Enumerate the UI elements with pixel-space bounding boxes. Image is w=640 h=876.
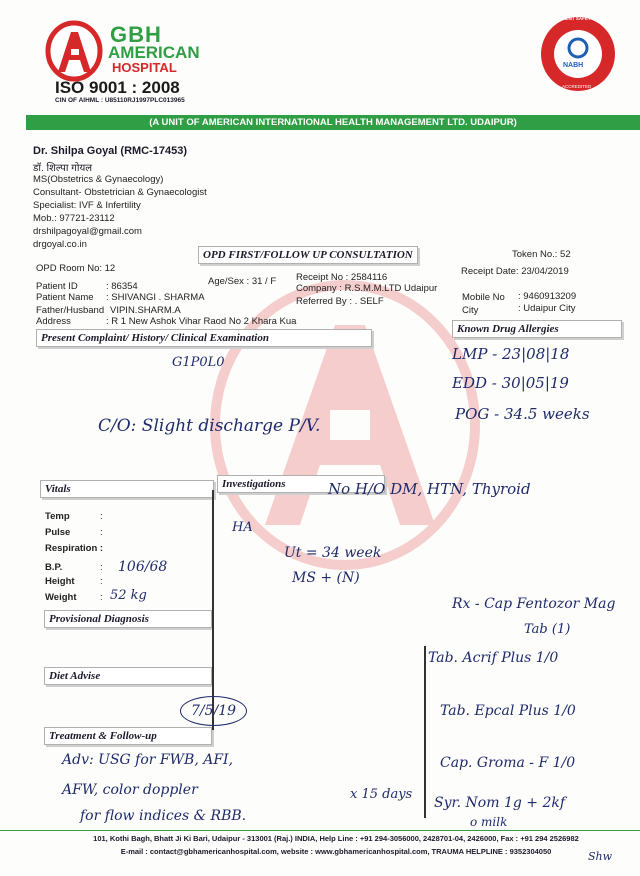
footer-rule [0, 830, 640, 831]
father-husband-label: Father/Husband [36, 305, 105, 316]
address-label: Address [36, 316, 71, 327]
rx-divider [424, 646, 426, 818]
provisional-diagnosis-header: Provisional Diagnosis [44, 610, 212, 628]
hw-milk: o milk [470, 815, 508, 829]
doctor-hindi-name: डॉ. शिल्पा गोयल [33, 163, 93, 174]
vital-weight-label: Weight [45, 592, 77, 603]
address: : R 1 New Ashok Vihar Raod No 2 Khara Kua [106, 316, 297, 327]
brand-hospital: HOSPITAL [112, 60, 177, 75]
age-sex: Age/Sex : 31 / F [208, 276, 277, 287]
hw-bp-value: 106/68 [118, 559, 168, 575]
doctor-email: drshilpagoyal@gmail.com [33, 226, 142, 237]
vital-height-label: Height [45, 576, 75, 587]
hw-advice-3: for flow indices & RBB. [80, 808, 247, 824]
city: : Udaipur City [518, 303, 576, 314]
complaint-section-header: Present Complaint/ History/ Clinical Examination [36, 329, 372, 347]
diet-advise-header: Diet Advise [44, 667, 212, 685]
hw-lmp: LMP - 23|08|18 [452, 345, 570, 363]
receipt-date: Receipt Date: 23/04/2019 [461, 266, 569, 277]
consultation-title: OPD FIRST/FOLLOW UP CONSULTATION [198, 246, 418, 264]
hw-medicine-3: Cap. Groma - F 1/0 [440, 755, 576, 771]
nabh-ring-text: PATIENT SAFETY & QUALITY OF CARE [556, 16, 640, 21]
allergies-section-header: Known Drug Allergies [452, 320, 622, 338]
referred-by: Referred By : . SELF [296, 296, 384, 307]
hw-edd: EDD - 30|05|19 [452, 374, 569, 392]
footer-contact: E-mail : contact@gbhamericanhospital.com, website : www.gbhamericanhospital.com, TRAUMA HELPLINE : 9352304050 [120, 847, 552, 856]
hw-ha: HA [232, 520, 253, 535]
hospital-logo-icon [44, 20, 104, 82]
hw-rx: Rx - Cap Fentozor Mag [452, 596, 616, 612]
nabh-bottom-text: ACCREDITED [562, 84, 592, 89]
nabh-badge-icon [538, 14, 618, 94]
mobile-number: : 9460913209 [518, 291, 577, 302]
hw-medicine-2: Tab. Epcal Plus 1/0 [440, 703, 576, 719]
hw-advice-1: Adv: USG for FWB, AFI, [62, 752, 234, 768]
footer-address: 101, Kothi Bagh, Bhatt Ji Ki Bari, Udaipur - 313001 (Raj.) INDIA, Help Line : +91 294-3056000, 2428701-04, 2426000, Fax : +91 294 2526982 [93, 834, 579, 843]
patient-name: : SHIVANGI . SHARMA [106, 292, 205, 303]
nabh-label: NABH [563, 62, 584, 69]
vital-respiration-label: Respiration : [45, 543, 104, 554]
patient-id-label: Patient ID [36, 281, 78, 292]
hw-pog: POG - 34.5 weeks [455, 405, 590, 423]
patient-name-label: Patient Name [36, 292, 94, 303]
hw-gravida: G1P0L0 [172, 355, 225, 370]
treatment-followup-header: Treatment & Follow-up [44, 727, 212, 745]
hw-ms: MS + (N) [292, 570, 360, 586]
doctor-name: Dr. Shilpa Goyal (RMC-17453) [33, 145, 188, 157]
vitals-divider [212, 490, 214, 730]
company: Company : R.S.M.M.LTD Udaipur [296, 283, 438, 294]
doctor-specialty: Specialist: IVF & Infertility [33, 200, 141, 211]
hw-weight-value: 52 kg [110, 588, 147, 603]
hw-uterus: Ut = 34 week [284, 545, 382, 561]
vital-pulse-label: Pulse [45, 527, 71, 538]
hw-duration: x 15 days [350, 787, 413, 802]
iso-label: ISO 9001 : 2008 [55, 78, 180, 97]
prescription-page: GBH AMERICAN HOSPITAL ISO 9001 : 2008 CIN OF AIHML : U85110RJ1997PLC013965 NABH PATIENT SAFETY & QUALITY OF CARE ACCREDITED (A UNIT OF AMERICAN INTERNATIONAL HEALTH MANAGEMENT LTD. UDAIPUR) Dr. Shilpa Goyal (RMC-17453) डॉ. शिल्पा गोयल MS(Obstetrics & Gynaecology) Consultant- Obstetrician & Gynaecologist Specialist: IVF & Infertility Mob.: 97721-23112 drshilpagoyal@gmail.com drgoyal.co.in OPD FIRST/FOLLOW UP CONSULTATION Token No.: 52 OPD Room No: 12 Receipt Date: 23/04/2019 Patient ID : 86354 Age/Sex : 31 / F Receipt No : 2584116 Company : R.S.M.M.LTD Udaipur Referred By : . SELF Patient Name : SHIVANGI . SHARMA Father/Husband VIPIN.SHARM.A Address : R 1 New Ashok Vihar Raod No 2 Khara Kua Mobile No : 9460913209 City : Udaipur City Present Complaint/ History/ Clinical Examination Known Drug Allergies Vitals Investigations Provisional Diagnosis Diet Advise Treatment & Follow-up Temp Pulse Respiration : B.P. Height Weight : : : : : G1P0L0 LMP - 23|08|18 EDD - 30|05|19 POG - 34.5 weeks C/O: Slight discharge P/V. No H/O DM, HTN, Thyroid HA Ut = 34 week MS + (N) 106/68 52 kg Rx - Cap Fentozor Mag Tab (1) Tab. Acrif Plus 1/0 Tab. Epcal Plus 1/0 Cap. Groma - F 1/0 Syr. Nom 1g + 2kf o milk 7/5/19 Adv: USG for FWB, AFI, AFW, color doppler for flow indices & RBB. x 15 days Shw 101, Kothi Bagh, Bhatt Ji Ki Bari, Udaipur - 313001 (Raj.) INDIA, Help Line : +91 294-3056000, 2428701-04, 2426000, Fax : +91 294 2526982 E-mail : contact@gbhamericanhospital.com, website : www.gbhamericanhospital.com, TRAUMA HELPLINE : 9352304050 [0, 0, 640, 876]
doctor-website: drgoyal.co.in [33, 239, 87, 250]
hw-complaint: C/O: Slight discharge P/V. [98, 416, 321, 436]
hw-followup-date: 7/5/19 [180, 696, 247, 726]
mobile-label: Mobile No [462, 292, 505, 303]
hw-signature: Shw [588, 850, 613, 863]
doctor-designation: Consultant- Obstetrician & Gynaecologist [33, 187, 207, 198]
father-husband: VIPIN.SHARM.A [110, 305, 181, 316]
hw-medicine-4: Syr. Nom 1g + 2kf [434, 795, 566, 811]
brand-gbh: GBH [110, 22, 162, 47]
hw-investigations: No H/O DM, HTN, Thyroid [328, 480, 531, 498]
city-label: City [462, 305, 479, 316]
unit-banner: (A UNIT OF AMERICAN INTERNATIONAL HEALTH MANAGEMENT LTD. UDAIPUR) [26, 115, 640, 130]
patient-id: : 86354 [106, 281, 138, 292]
hw-medicine-1: Tab. Acrif Plus 1/0 [428, 650, 559, 666]
receipt-number: Receipt No : 2584116 [296, 272, 388, 283]
doctor-mobile: Mob.: 97721-23112 [33, 213, 115, 224]
hw-tab-count: Tab (1) [524, 622, 571, 637]
vital-temp-label: Temp [45, 511, 70, 522]
investigations-section-header: Investigations [217, 475, 385, 493]
hw-advice-2: AFW, color doppler [62, 782, 198, 798]
vital-bp-label: B.P. [45, 562, 63, 573]
doctor-qualification: MS(Obstetrics & Gynaecology) [33, 174, 164, 185]
opd-room: OPD Room No: 12 [36, 263, 116, 274]
brand-american: AMERICAN [108, 43, 200, 62]
cin-label: CIN OF AIHML : U85110RJ1997PLC013965 [55, 97, 185, 104]
vitals-section-header: Vitals [40, 480, 214, 498]
token-number: Token No.: 52 [512, 249, 571, 260]
